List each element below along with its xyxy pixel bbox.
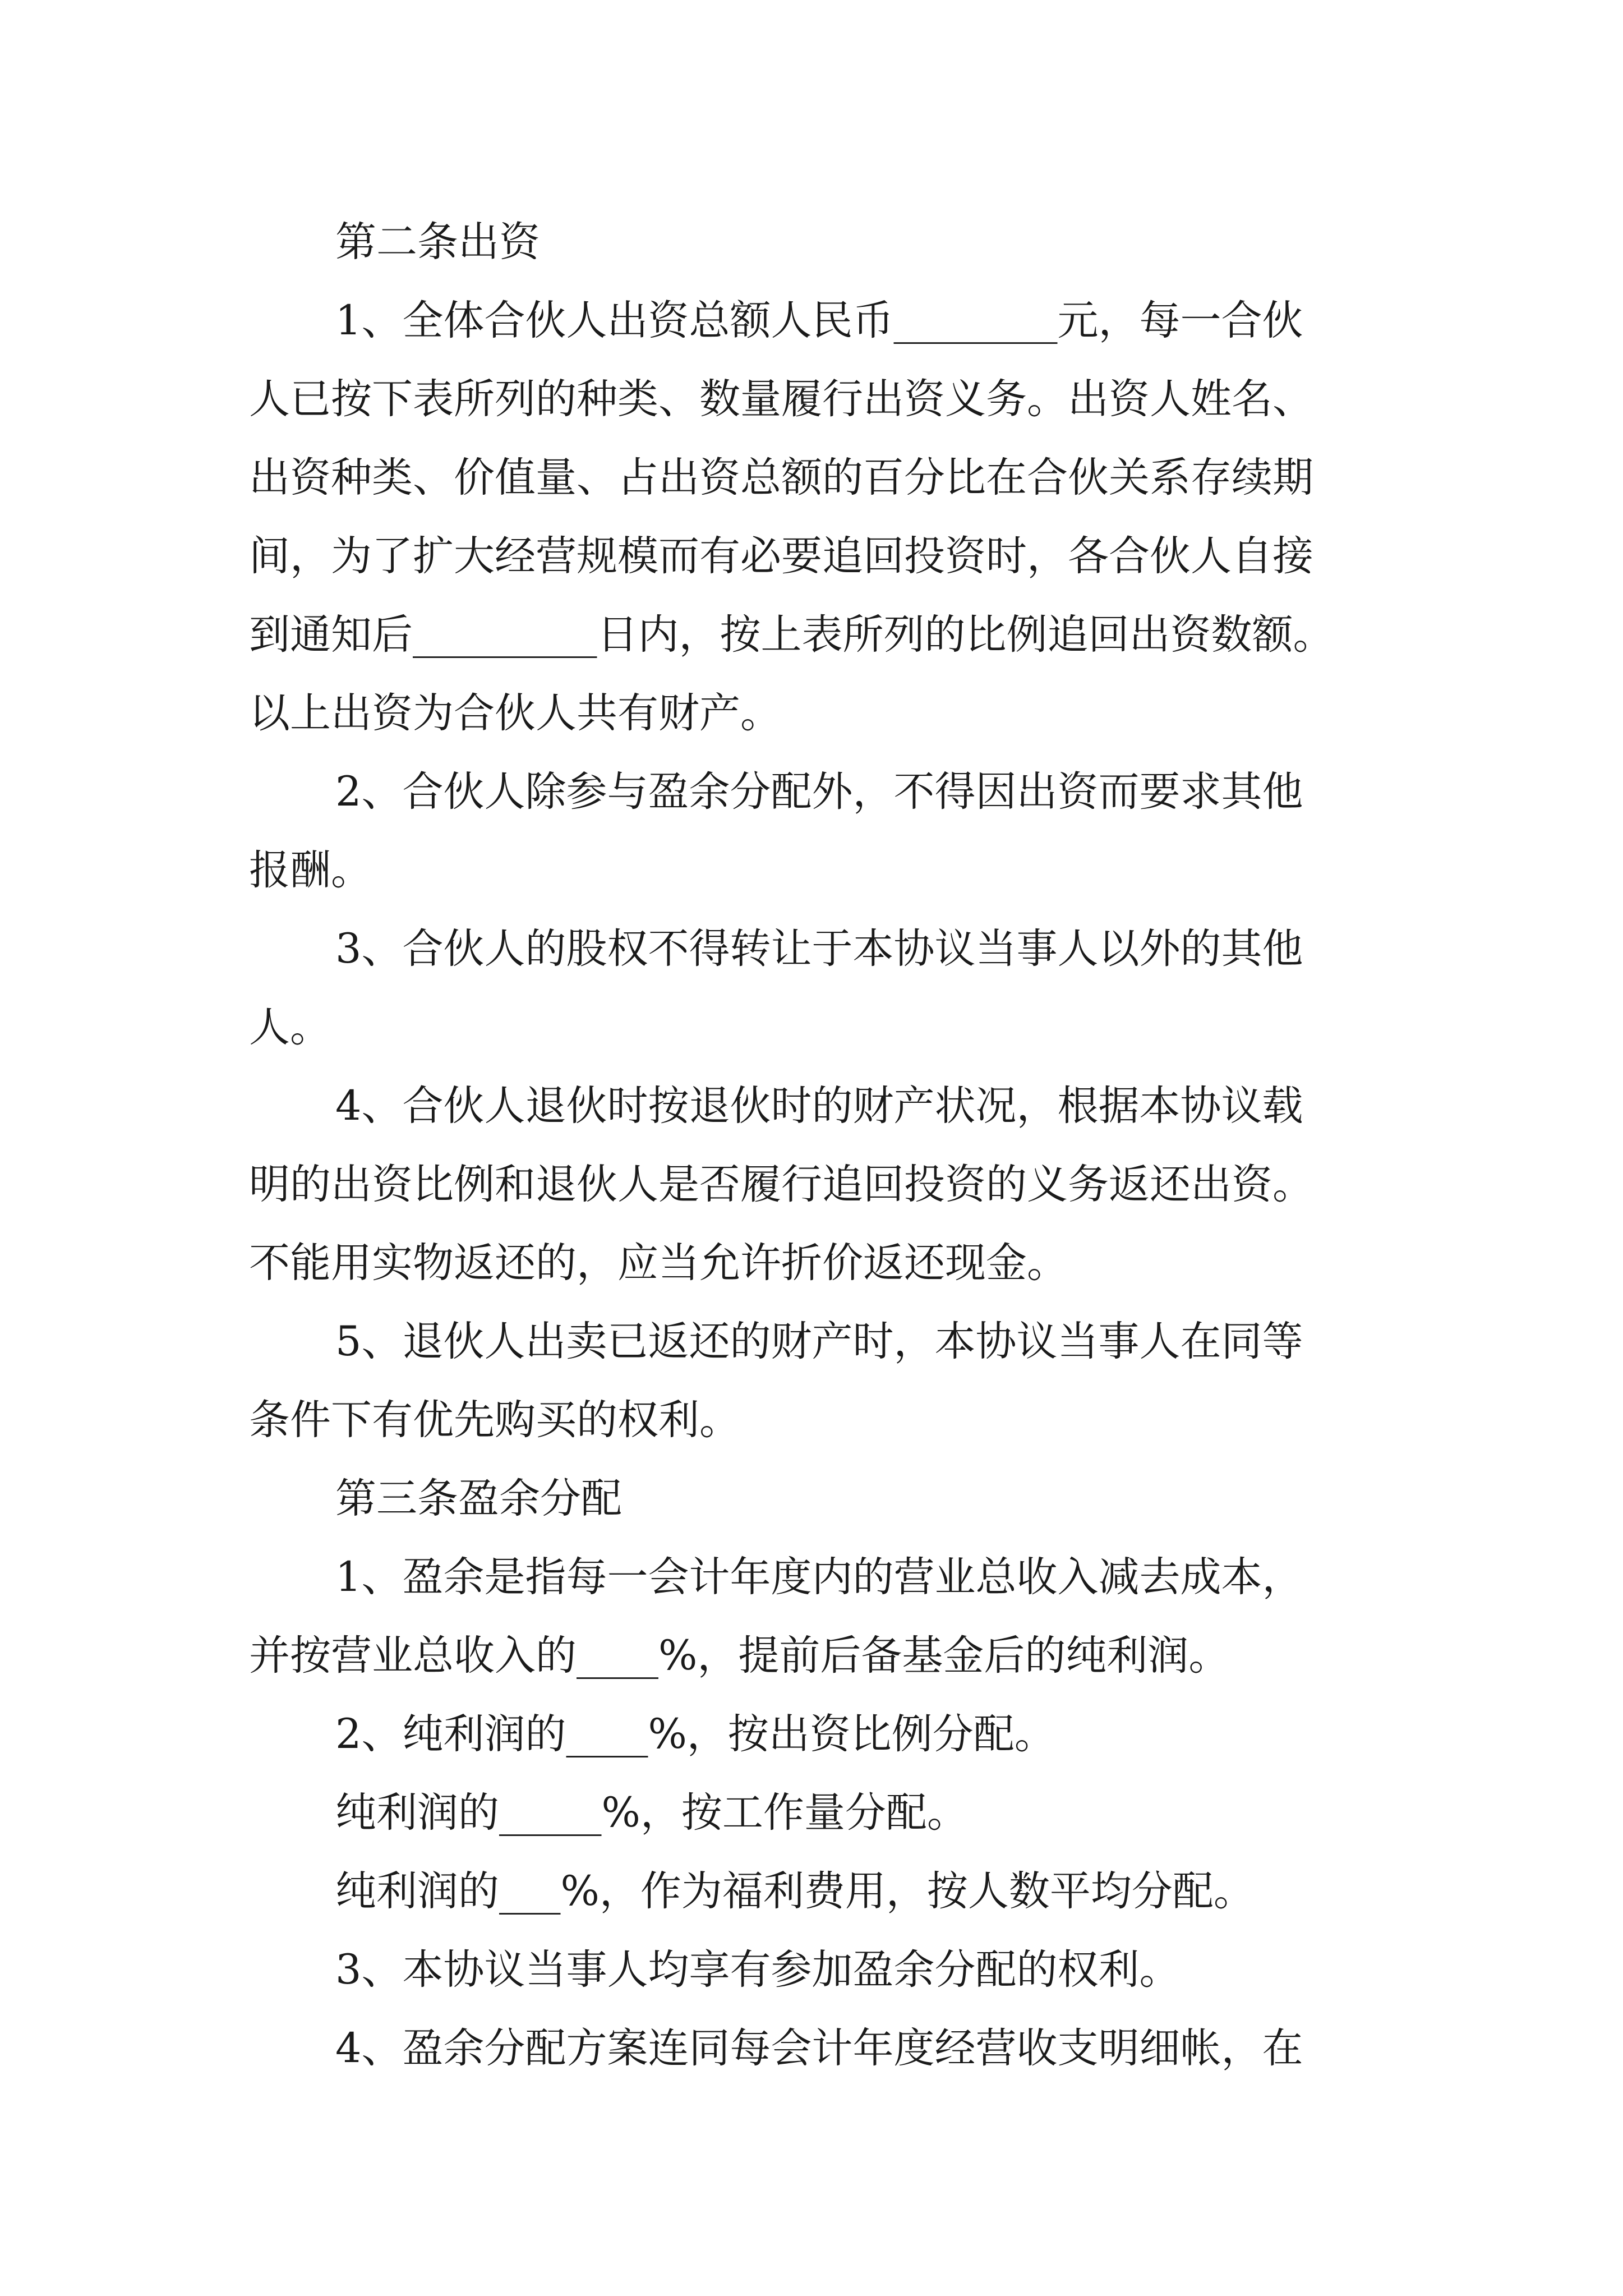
paragraph-line: 报酬。 — [249, 846, 372, 894]
paragraph-line: 4、合伙人退伙时按退伙时的财产状况，根据本协议载 — [335, 1082, 1303, 1130]
article-3-heading: 第三条盈余分配 — [335, 1475, 622, 1522]
paragraph-line: 2、纯利润的____%，按出资比例分配。 — [335, 1710, 1055, 1758]
paragraph-line: 4、盈余分配方案连同每会计年度经营收支明细帐，在 — [335, 2024, 1303, 2072]
article-2-heading: 第二条出资 — [335, 218, 540, 266]
paragraph-line: 间，为了扩大经营规模而有必要追回投资时，各合伙人自接 — [249, 532, 1313, 580]
paragraph-line: 纯利润的_____%，按工作量分配。 — [335, 1789, 968, 1837]
paragraph-line: 3、本协议当事人均享有参加盈余分配的权利。 — [335, 1946, 1181, 1994]
paragraph-line: 以上出资为合伙人共有财产。 — [249, 689, 781, 737]
paragraph-line: 2、合伙人除参与盈余分配外，不得因出资而要求其他 — [335, 768, 1303, 816]
paragraph-line: 1、盈余是指每一会计年度内的营业总收入减去成本， — [335, 1553, 1303, 1601]
paragraph-line: 人。 — [249, 1004, 331, 1051]
paragraph-line: 不能用实物返还的，应当允许折价返还现金。 — [249, 1239, 1068, 1287]
paragraph-line: 3、合伙人的股权不得转让于本协议当事人以外的其他 — [335, 925, 1303, 973]
paragraph-line: 条件下有优先购买的权利。 — [249, 1396, 740, 1444]
paragraph-line: 出资种类、价值量、占出资总额的百分比在合伙关系存续期 — [249, 454, 1313, 501]
paragraph-line: 到通知后_________日内，按上表所列的比例追回出资数额。 — [249, 611, 1334, 659]
paragraph-line: 并按营业总收入的____%，提前后备基金后的纯利润。 — [249, 1632, 1230, 1680]
paragraph-line: 明的出资比例和退伙人是否履行追回投资的义务返还出资。 — [249, 1161, 1313, 1208]
paragraph-line: 纯利润的___%，作为福利费用，按人数平均分配。 — [335, 1867, 1255, 1915]
paragraph-line: 5、退伙人出卖已返还的财产时，本协议当事人在同等 — [335, 1318, 1303, 1365]
paragraph-line: 人已按下表所列的种类、数量履行出资义务。出资人姓名、 — [249, 375, 1313, 423]
paragraph-line: 1、全体合伙人出资总额人民币________元，每一合伙 — [335, 297, 1303, 344]
